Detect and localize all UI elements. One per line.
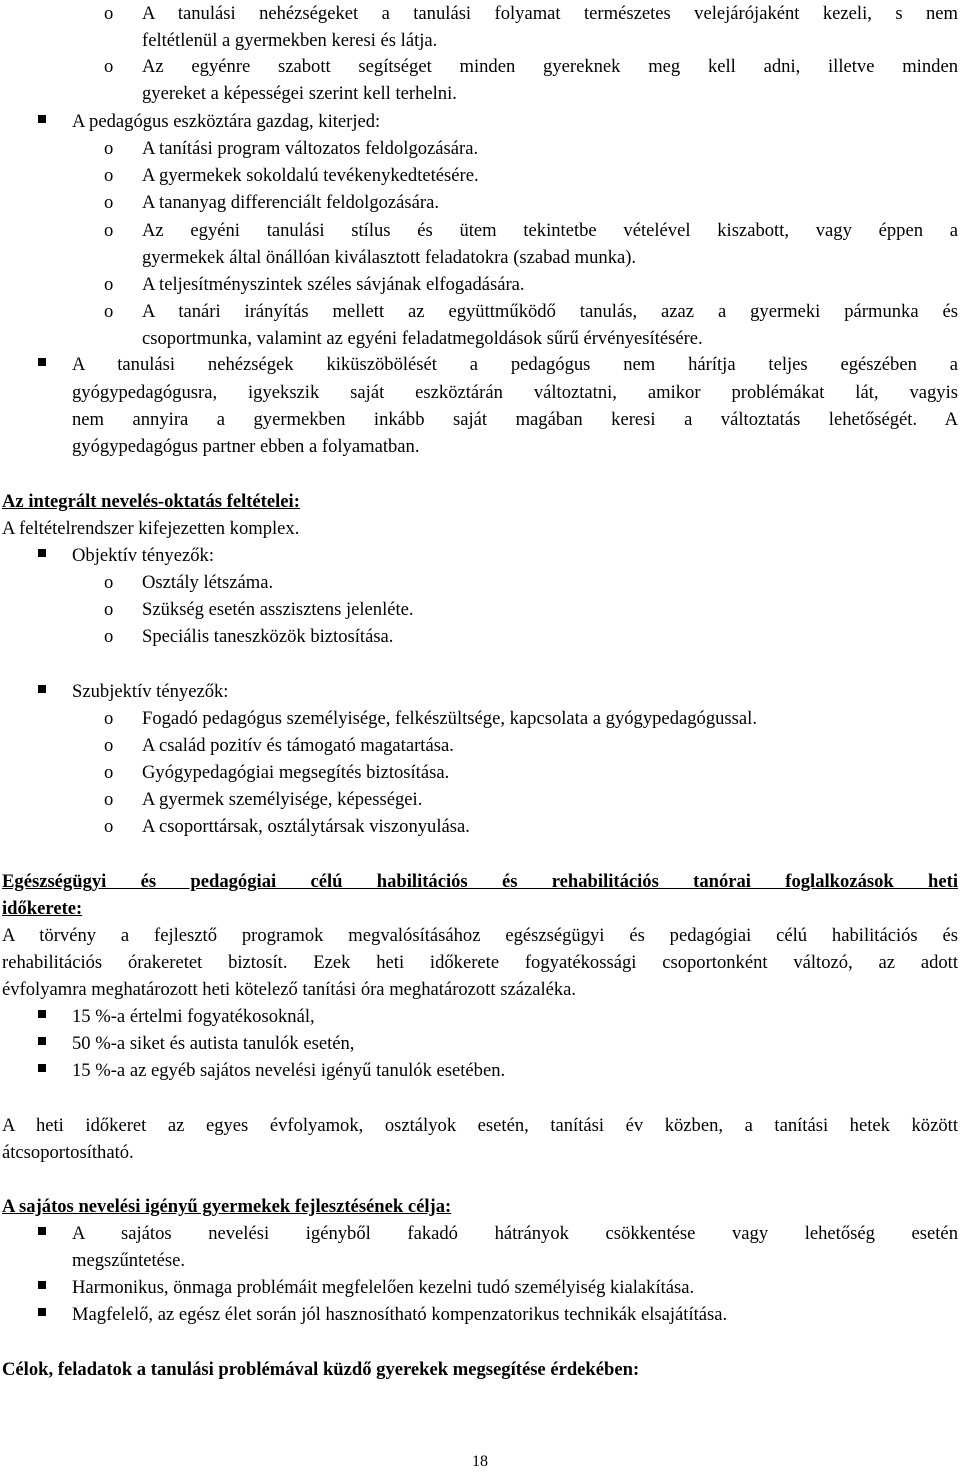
text-line: nem annyira a gyermekben inkább saját magában keresi a változtatás lehetőségét. A: [72, 409, 958, 430]
section-heading: Célok, feladatok a tanulási problémával küzdő gyerekek megsegítése érdekében:: [2, 1359, 640, 1380]
text-line: feltétlenül a gyermekben keresi és látja.: [142, 30, 438, 51]
text-line: A tanulási nehézségek kiküszöbölését a pedagógus nem hárítja teljes egészében a: [72, 354, 958, 375]
square-bullet-icon: [38, 1037, 46, 1045]
text-line: Speciális taneszközök biztosítása.: [142, 626, 394, 647]
text-line: A tananyag differenciált feldolgozására.: [142, 192, 440, 213]
circle-bullet-icon: o: [104, 735, 114, 756]
section-heading: A sajátos nevelési igényű gyermekek fejlesztésének célja:: [2, 1196, 452, 1217]
section-heading: időkerete:: [2, 898, 83, 919]
text-line: A sajátos nevelési igényből fakadó hátrányok csökkentése vagy lehetőség esetén: [72, 1223, 958, 1244]
circle-bullet-icon: o: [104, 816, 114, 837]
text-line: átcsoportosítható.: [2, 1142, 134, 1163]
text-line: Objektív tényezők:: [72, 545, 214, 566]
circle-bullet-icon: o: [104, 626, 114, 647]
circle-bullet-icon: o: [104, 192, 114, 213]
text-line: 15 %-a értelmi fogyatékosoknál,: [72, 1006, 315, 1027]
section-heading: Az integrált nevelés-oktatás feltételei:: [2, 491, 300, 512]
text-line: Az egyéni tanulási stílus és ütem tekintetbe vételével kiszabott, vagy éppen a: [142, 220, 958, 241]
text-line: Gyógypedagógiai megsegítés biztosítása.: [142, 762, 450, 783]
text-line: Osztály létszáma.: [142, 572, 274, 593]
circle-bullet-icon: o: [104, 599, 114, 620]
square-bullet-icon: [38, 115, 46, 123]
text-line: A teljesítményszintek széles sávjának elfogadására.: [142, 274, 525, 295]
text-line: megszűntetése.: [72, 1250, 186, 1271]
text-line: A törvény a fejlesztő programok megvalósításához egészségügyi és pedagógiai célú habilitációs és: [2, 925, 958, 946]
circle-bullet-icon: o: [104, 301, 114, 322]
text-line: A heti időkeret az egyes évfolyamok, osztályok esetén, tanítási év közben, a tanítási hetek között: [2, 1115, 958, 1136]
circle-bullet-icon: o: [104, 165, 114, 186]
square-bullet-icon: [38, 1308, 46, 1316]
circle-bullet-icon: o: [104, 220, 114, 241]
circle-bullet-icon: o: [104, 572, 114, 593]
text-line: rehabilitációs órakeretet biztosít. Ezek heti időkerete fogyatékossági csoportonként változó, az adott: [2, 952, 958, 973]
square-bullet-icon: [38, 685, 46, 693]
text-line: gyermekek által önállóan kiválasztott feladatokra (szabad munka).: [142, 247, 637, 268]
text-line: A család pozitív és támogató magatartása.: [142, 735, 454, 756]
text-line: gyógypedagógus partner ebben a folyamatban.: [72, 436, 420, 457]
square-bullet-icon: [38, 358, 46, 366]
text-line: Az egyénre szabott segítséget minden gyereknek meg kell adni, illetve minden: [142, 56, 958, 77]
text-line: 50 %-a siket és autista tanulók esetén,: [72, 1033, 355, 1054]
text-line: A csoporttársak, osztálytársak viszonyulása.: [142, 816, 470, 837]
text-line: A pedagógus eszköztára gazdag, kiterjed:: [72, 111, 381, 132]
text-line: A gyermekek sokoldalú tevékenykedtetésére.: [142, 165, 479, 186]
text-line: A gyermek személyisége, képességei.: [142, 789, 423, 810]
circle-bullet-icon: o: [104, 138, 114, 159]
text-line: Szükség esetén asszisztens jelenléte.: [142, 599, 414, 620]
text-line: A feltételrendszer kifejezetten komplex.: [2, 518, 300, 539]
section-heading: Egészségügyi és pedagógiai célú habilitációs és rehabilitációs tanórai foglalkozások heti: [2, 871, 958, 892]
square-bullet-icon: [38, 1227, 46, 1235]
circle-bullet-icon: o: [104, 708, 114, 729]
text-line: Fogadó pedagógus személyisége, felkészültsége, kapcsolata a gyógypedagógussal.: [142, 708, 757, 729]
text-line: A tanítási program változatos feldolgozására.: [142, 138, 479, 159]
square-bullet-icon: [38, 1281, 46, 1289]
text-line: gyógypedagógusra, igyekszik saját eszköztárán változtatni, amikor problémákat lát, vagyis: [72, 382, 958, 403]
page-number: 18: [472, 1453, 488, 1470]
text-line: Szubjektív tényezők:: [72, 681, 229, 702]
square-bullet-icon: [38, 549, 46, 557]
text-line: Magfelelő, az egész élet során jól hasznosítható kompenzatorikus technikák elsajátítása.: [72, 1304, 728, 1325]
circle-bullet-icon: o: [104, 274, 114, 295]
circle-bullet-icon: o: [104, 56, 114, 77]
text-line: Harmonikus, önmaga problémáit megfelelően kezelni tudó személyiség kialakítása.: [72, 1277, 695, 1298]
text-line: 15 %-a az egyéb sajátos nevelési igényű tanulók esetében.: [72, 1060, 506, 1081]
square-bullet-icon: [38, 1010, 46, 1018]
text-line: csoportmunka, valamint az egyéni feladatmegoldások sűrű érvényesítésére.: [142, 328, 703, 349]
text-line: A tanári irányítás mellett az együttműködő tanulás, azaz a gyermeki pármunka és: [142, 301, 958, 322]
circle-bullet-icon: o: [104, 3, 114, 24]
circle-bullet-icon: o: [104, 789, 114, 810]
text-line: A tanulási nehézségeket a tanulási folyamat természetes velejárójaként kezeli, s nem: [142, 3, 958, 24]
text-line: évfolyamra meghatározott heti kötelező tanítási óra meghatározott százaléka.: [2, 979, 577, 1000]
text-line: gyereket a képességei szerint kell terhelni.: [142, 83, 457, 104]
square-bullet-icon: [38, 1064, 46, 1072]
circle-bullet-icon: o: [104, 762, 114, 783]
